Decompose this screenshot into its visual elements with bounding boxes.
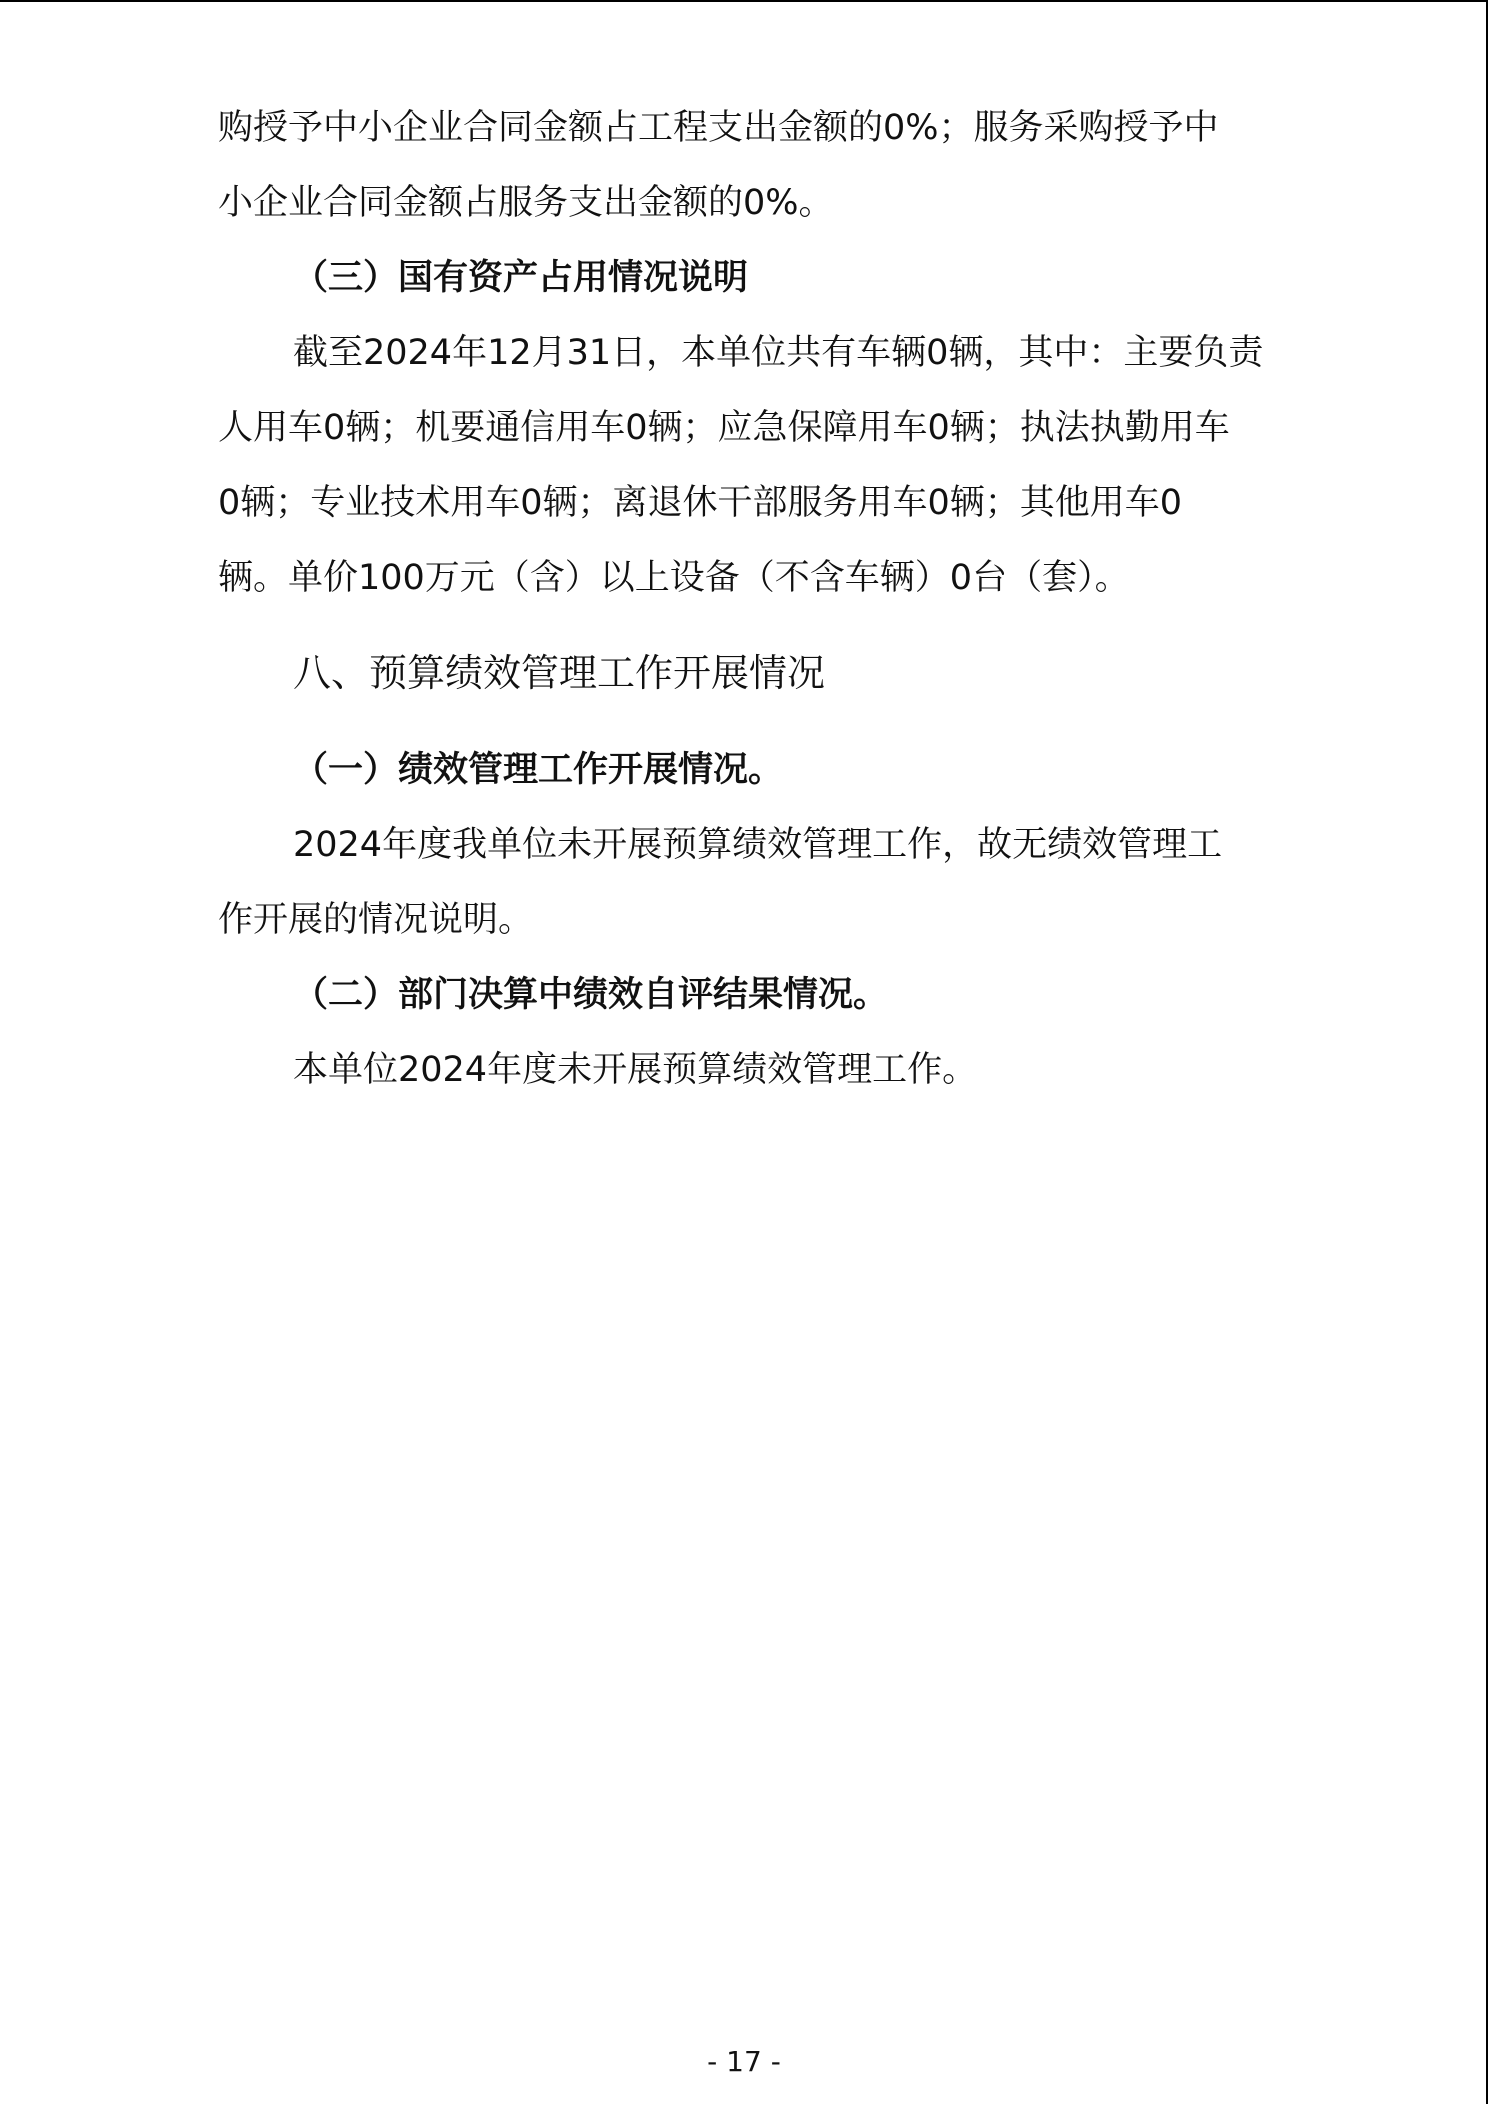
paragraph-line: 人用车0辆；机要通信用车0辆；应急保障用车0辆；执法执勤用车: [218, 408, 1230, 448]
paragraph-line: 小企业合同金额占服务支出金额的0%。: [218, 183, 834, 223]
paragraph-line: 0辆；专业技术用车0辆；离退休干部服务用车0辆；其他用车0: [218, 483, 1183, 523]
paragraph-line: 作开展的情况说明。: [218, 900, 534, 940]
paragraph-line: 辆。单价100万元（含）以上设备（不含车辆）0台（套）。: [218, 558, 1130, 598]
section-heading-self-evaluation: （二）部门决算中绩效自评结果情况。: [293, 975, 889, 1015]
document-page: [218, 98, 1288, 1115]
paragraph-self-evaluation: [218, 1040, 1288, 1115]
page-border-top: [0, 0, 1488, 2]
paragraph-performance-management: [218, 815, 1288, 965]
paragraph-line: 本单位2024年度未开展预算绩效管理工作。: [293, 1050, 978, 1090]
section-heading-assets: （三）国有资产占用情况说明: [293, 258, 749, 298]
paragraph-line: 购授予中小企业合同金额占工程支出金额的0%；服务采购授予中: [218, 108, 1219, 148]
paragraph-assets: [218, 323, 1288, 623]
chapter-heading-performance: 八、预算绩效管理工作开展情况: [293, 651, 826, 695]
paragraph-line: 2024年度我单位未开展预算绩效管理工作，故无绩效管理工: [293, 825, 1223, 865]
paragraph-procurement: [218, 98, 1288, 248]
page-number: - 17 -: [707, 2045, 781, 2078]
paragraph-line: 截至2024年12月31日，本单位共有车辆0辆，其中：主要负责: [293, 333, 1264, 373]
section-heading-performance-management: （一）绩效管理工作开展情况。: [293, 750, 784, 790]
